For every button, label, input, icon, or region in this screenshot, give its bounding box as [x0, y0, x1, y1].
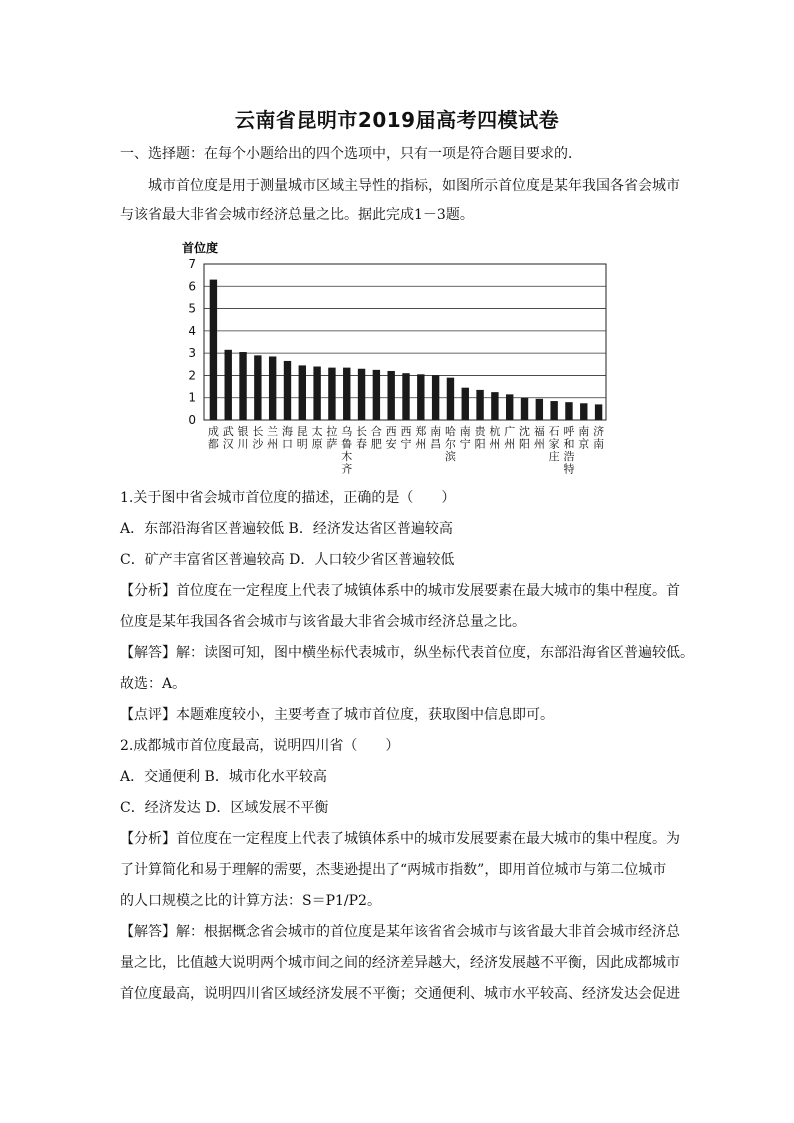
page-title: 云南省昆明市2019届高考四模试卷 — [234, 108, 560, 132]
chart-bar — [595, 404, 602, 420]
chart-x-tick-label: 长沙 — [252, 425, 264, 451]
chart-y-tick-label: 1 — [188, 390, 196, 405]
chart-x-tick-label: 石家庄 — [548, 425, 560, 463]
chart-bar — [358, 369, 365, 420]
q2-stem: 2.成都城市首位度最高，说明四川省（ ） — [120, 738, 400, 754]
chart-x-tick-label: 南宁 — [459, 425, 471, 451]
intro-line-1: 城市首位度是用于测量城市区域主导性的指标，如图所示首位度是某年我国各省会城市 — [148, 178, 680, 194]
q2-analysis-1: 【分析】首位度在一定程度上代表了城镇体系中的城市发展要素在最大城市的集中程度。为 — [120, 831, 680, 847]
chart-bar — [565, 402, 572, 420]
chart-bar — [387, 371, 394, 420]
chart-bar — [313, 367, 320, 420]
chart-bar — [343, 368, 350, 420]
chart-x-tick-label: 昆明 — [296, 425, 308, 451]
chart-bar — [536, 399, 543, 420]
chart-bar — [462, 388, 469, 420]
chart-x-tick-label: 太原 — [311, 425, 323, 451]
chart-x-tick-label: 广州 — [504, 425, 516, 451]
chart-y-tick-label: 5 — [188, 301, 196, 316]
chart-x-tick-label: 南京 — [578, 425, 590, 451]
q2-answer-3: 首位度最高，说明四川省区域经济发展不平衡；交通便利、城市水平较高、经济发达会促进 — [120, 986, 680, 1002]
chart-x-tick-label: 银川 — [237, 425, 249, 451]
q1-analysis-1: 【分析】首位度在一定程度上代表了城镇体系中的城市发展要素在最大城市的集中程度。首 — [120, 583, 680, 599]
chart-bar — [417, 374, 424, 420]
chart-x-tick-label: 郑州 — [415, 425, 427, 451]
chart-x-tick-label: 武汉 — [222, 425, 234, 451]
chart-y-tick-label: 4 — [188, 323, 196, 338]
section-heading: 一、选择题：在每个小题给出的四个选项中，只有一项是符合题目要求的． — [120, 146, 582, 162]
chart-x-tick-label: 海口 — [281, 425, 293, 451]
chart-bar — [550, 401, 557, 420]
chart-y-ticks — [188, 257, 196, 427]
chart-bar — [210, 280, 217, 420]
chart-x-tick-label: 合肥 — [370, 425, 382, 451]
chart-bar — [491, 392, 498, 420]
chart-bar — [328, 368, 335, 420]
chart-bar — [284, 361, 291, 420]
q1-options-cd: C．矿产丰富省区普遍较高 D．人口较少省区普遍较低 — [120, 552, 455, 568]
chart-x-tick-label: 沈阳 — [519, 425, 531, 451]
intro-line-2: 与该省最大非省会城市经济总量之比。据此完成1－3题。 — [120, 207, 474, 223]
chart-bar — [402, 373, 409, 420]
q1-analysis-2: 位度是某年我国各省会城市与该省最大非省会城市经济总量之比。 — [120, 614, 526, 630]
q2-options-ab: A．交通便利 B．城市化水平较高 — [120, 769, 327, 785]
chart-bar — [521, 398, 528, 420]
chart-y-tick-label: 6 — [188, 279, 196, 294]
chart-y-tick-label: 7 — [188, 257, 196, 271]
chart-bar — [299, 365, 306, 420]
chart-bar — [373, 370, 380, 420]
chart-x-tick-label: 乌鲁木齐 — [341, 425, 353, 474]
chart-x-tick-label: 拉萨 — [326, 425, 338, 451]
chart-y-tick-label: 3 — [188, 346, 196, 361]
chart-x-tick-label: 杭州 — [489, 425, 501, 451]
q2-answer-2: 量之比，比值越大说明两个城市间之间的经济差异越大，经济发展越不平衡，因此成都城市 — [120, 955, 680, 971]
q1-stem: 1.关于图中省会城市首位度的描述，正确的是（ ） — [120, 490, 456, 506]
chart-bar — [432, 375, 439, 420]
chart-x-tick-label: 哈尔滨 — [444, 425, 456, 463]
chart-y-tick-label: 0 — [188, 413, 196, 427]
q2-answer-1: 【解答】解：根据概念省会城市的首位度是某年该省省会城市与该省最大非首会城市经济总 — [120, 924, 680, 940]
chart-x-tick-label: 济南 — [593, 425, 605, 451]
chart-x-tick-label: 西安 — [385, 425, 397, 451]
chart-x-tick-label: 兰州 — [267, 425, 279, 451]
chart-bar — [225, 350, 232, 420]
chart-x-labels — [208, 424, 604, 474]
chart-bar — [506, 394, 513, 420]
chart-y-axis-label: 首位度 — [182, 241, 219, 255]
primacy-bar-chart — [170, 238, 620, 474]
q2-options-cd: C．经济发达 D．区域发展不平衡 — [120, 800, 329, 816]
chart-bar — [447, 378, 454, 420]
chart-y-tick-label: 2 — [188, 368, 196, 383]
chart-x-tick-label: 福州 — [533, 425, 545, 451]
q2-analysis-3: 的人口规模之比的计算方法：S＝P1/P2。 — [120, 893, 381, 909]
chart-x-tick-label: 长春 — [356, 425, 368, 451]
chart-bars — [210, 280, 603, 420]
q2-analysis-2: 了计算简化和易于理解的需要，杰斐逊提出了“两城市指数”，即用首位城市与第二位城市 — [120, 862, 667, 878]
chart-x-tick-label: 南昌 — [430, 425, 442, 451]
chart-bar — [580, 403, 587, 420]
q1-answer-1: 【解答】解：读图可知，图中横坐标代表城市，纵坐标代表首位度，东部沿海省区普遍较低。 — [120, 645, 694, 661]
chart-x-tick-label: 成都 — [207, 425, 219, 451]
chart-bar — [239, 352, 246, 420]
q1-options-ab: A．东部沿海省区普遍较低 B．经济发达省区普遍较高 — [120, 521, 453, 537]
chart-x-tick-label: 西宁 — [400, 425, 412, 451]
q1-comment: 【点评】本题难度较小，主要考查了城市首位度，获取图中信息即可。 — [120, 707, 554, 723]
chart-x-tick-label: 呼和浩特 — [563, 425, 575, 474]
chart-bar — [476, 390, 483, 420]
chart-bar — [254, 355, 261, 420]
chart-x-tick-label: 贵阳 — [474, 425, 486, 451]
q1-answer-2: 故选：A。 — [120, 676, 187, 692]
chart-bar — [269, 356, 276, 420]
